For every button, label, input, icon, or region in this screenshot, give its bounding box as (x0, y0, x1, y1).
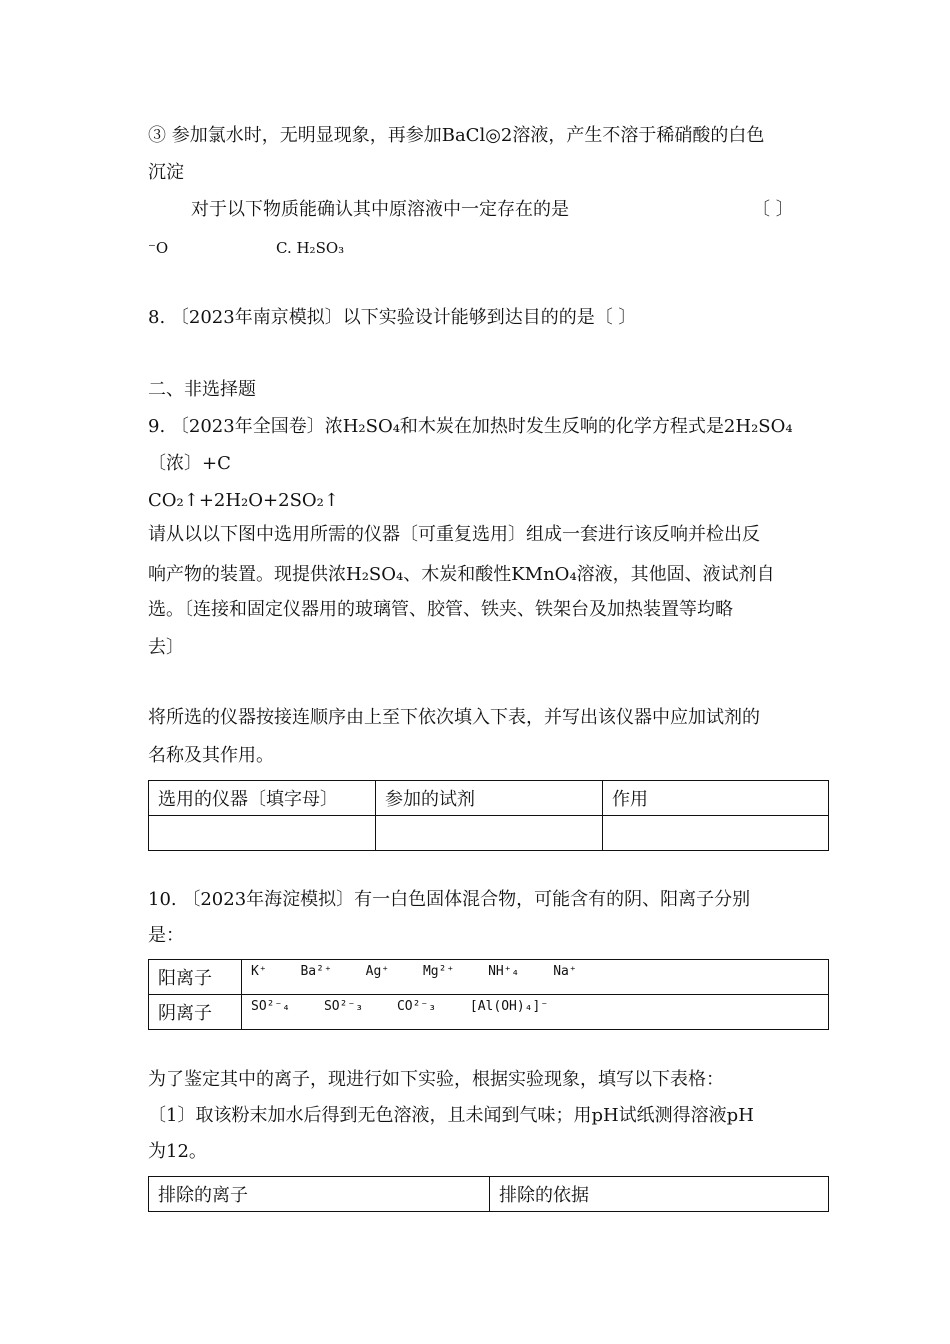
anion-label: 阴离子 (149, 995, 242, 1030)
question-9-line-5: 响产物的装置。现提供浓H₂SO₄、木炭和酸性KMnO₄溶液，其他固、液试剂自 (148, 564, 775, 585)
table-cell[interactable] (376, 816, 603, 851)
question-9-line-8: 将所选的仪器按接连顺序由上至下依次填入下表，并写出该仪器中应加试剂的 (148, 707, 760, 728)
table-header: 参加的试剂 (376, 781, 603, 816)
ion-item: Mg²⁺ (422, 964, 455, 979)
question-10-line-3: 为了鉴定其中的离子，现进行如下实验，根据实验现象，填写以下表格： (148, 1069, 724, 1090)
question-8: 8. 〔2023年南京模拟〕以下实验设计能够到达目的的是〔 〕 (148, 307, 637, 328)
ion-item: Ba²⁺ (300, 964, 332, 979)
table-cell[interactable] (149, 816, 376, 851)
question-9-line-2: 〔浓〕+C (148, 453, 231, 474)
cation-list (242, 960, 829, 995)
question-9-line-7: 去〕 (148, 637, 184, 658)
ion-item: NH⁺₄ (488, 964, 520, 979)
text-line-2: 沉淀 (148, 162, 184, 183)
table-row (149, 1177, 829, 1212)
table-row (149, 781, 829, 816)
ion-item: K⁺ (251, 964, 267, 979)
question-9-line-6: 选。〔连接和固定仪器用的玻璃管、胶管、铁夹、铁架台及加热装置等均略 (148, 599, 733, 620)
ion-item: SO²⁻₃ (323, 999, 364, 1014)
question-9-line-1: 9. 〔2023年全国卷〕浓H₂SO₄和木炭在加热时发生反响的化学方程式是2H₂SO₄ (148, 416, 793, 437)
question-9-line-4: 请从以以下图中选用所需的仪器〔可重复选用〕组成一套进行该反响并检出反 (148, 524, 760, 545)
cation-label: 阳离子 (149, 960, 242, 995)
table-header: 排除的离子 (149, 1177, 490, 1212)
ion-table (148, 959, 829, 1030)
text-line-1: ③ 参加氯水时，无明显现象，再参加BaCl◎2溶液，产生不溶于稀硝酸的白色 (148, 125, 765, 146)
question-10-line-2: 是： (148, 925, 184, 946)
anion-list (242, 995, 829, 1030)
instrument-table (148, 780, 829, 851)
table-row (149, 816, 829, 851)
table-row (149, 960, 829, 995)
table-header: 排除的依据 (490, 1177, 829, 1212)
question-10-line-1: 10. 〔2023年海淀模拟〕有一白色固体混合物，可能含有的阴、阳离子分别 (148, 889, 751, 910)
equation-products: CO₂↑+2H₂O+2SO₂↑ (148, 490, 339, 511)
ion-item: Ag⁺ (365, 964, 390, 979)
table-cell[interactable] (603, 816, 829, 851)
text-line-3: 对于以下物质能确认其中原溶液中一定存在的是 (191, 199, 569, 220)
ion-item: CO²⁻₃ (396, 999, 437, 1014)
answer-bracket: 〔 〕 (752, 199, 794, 220)
question-9-line-9: 名称及其作用。 (148, 745, 274, 766)
ion-item: Na⁺ (553, 964, 577, 979)
table-row (149, 995, 829, 1030)
ion-item: SO²⁻₄ (251, 999, 291, 1014)
table-header: 选用的仪器〔填字母〕 (149, 781, 376, 816)
table-header: 作用 (603, 781, 829, 816)
question-10-line-5: 为12。 (148, 1141, 207, 1162)
section-heading: 二、非选择题 (148, 379, 256, 400)
exclusion-table (148, 1176, 829, 1212)
ion-item: [Al(OH)₄]⁻ (469, 999, 549, 1014)
option-fragment: ⁻O (148, 239, 169, 257)
question-10-line-4: 〔1〕取该粉末加水后得到无色溶液，且未闻到气味；用pH试纸测得溶液pH (148, 1105, 754, 1126)
option-c: C. H₂SO₃ (276, 239, 345, 257)
